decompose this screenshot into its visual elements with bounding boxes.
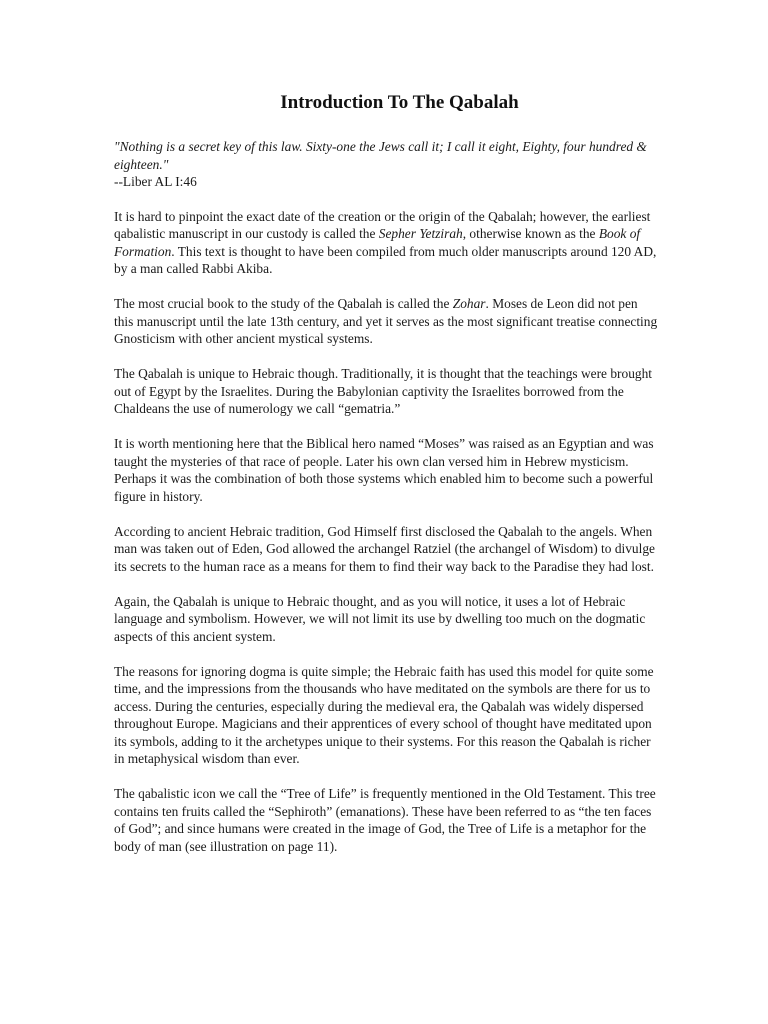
page-title: Introduction To The Qabalah xyxy=(280,92,519,113)
document-body xyxy=(114,90,659,873)
paragraph-zohar xyxy=(114,295,659,348)
book-title-book-of-formation: Book of Formation xyxy=(114,226,641,259)
paragraph-text: . Moses de Leon did not pen this manuscript until the late 13th century, and yet it serves as the most significant treatise connecting Gnosticism with other ancient mystical systems. xyxy=(114,296,658,346)
epigraph xyxy=(114,138,659,191)
paragraph-symbolism: Again, the Qabalah is unique to Hebraic thought, and as you will notice, it uses a lot of Hebraic language and symbolism. However, we will not limit its use by dwelling too much on the dogmatic aspects of this ancient system. xyxy=(114,593,646,644)
paragraph-text: . This text is thought to have been compiled from much older manuscripts around 120 AD, by a man called Rabbi Akiba. xyxy=(114,243,657,276)
epigraph-attribution: --Liber AL I:46 xyxy=(114,174,197,189)
paragraph-text: , otherwise known as the xyxy=(462,226,599,241)
paragraph-hebraic-origin: The Qabalah is unique to Hebraic though. Traditionally, it is thought that the teachings were brought out of Egypt by the Israelites. During the Babylonian captivity the Israelites borrowed from the Chaldeans the use of numerology we call “gematria.” xyxy=(114,366,652,416)
paragraph-dogma: The reasons for ignoring dogma is quite simple; the Hebraic faith has used this model for quite some time, and the impressions from the thousands who have meditated on the symbols are there for us to access. During the centuries, especially during the medieval era, the Qabalah was widely dispersed throughout Europe. Magicians and their apprentices of every school of thought have meditated upon its symbols, adding to it the archetypes unique to their systems. For this reason the Qabalah is richer in metaphysical wisdom than ever. xyxy=(114,663,654,766)
paragraph-text: The most crucial book to the study of the Qabalah is called the xyxy=(114,296,453,311)
book-title-zohar: Zohar xyxy=(452,296,486,311)
paragraph-moses: It is worth mentioning here that the Biblical hero named “Moses” was raised as an Egyptian and was taught the mysteries of that race of people. Later his own clan versed him in Hebrew mysticism. Perhaps it was the combination of both those systems which enabled him to become such a powerful figure in history. xyxy=(114,436,654,504)
book-title-sepher-yetzirah: Sepher Yetzirah xyxy=(378,226,463,241)
paragraph-origin xyxy=(114,208,659,278)
paragraph-tradition: According to ancient Hebraic tradition, God Himself first disclosed the Qabalah to the angels. When man was taken out of Eden, God allowed the archangel Ratziel (the archangel of Wisdom) to divulge its secrets to the human race as a means for them to find their way back to the Paradise they had lost. xyxy=(114,523,655,574)
paragraph-tree-of-life: The qabalistic icon we call the “Tree of Life” is frequently mentioned in the Old Testament. This tree contains ten fruits called the “Sephiroth” (emanations). These have been referred to as “the ten faces of God”; and since humans were created in the image of God, the Tree of Life is a metaphor for the body of man (see illustration on page 11). xyxy=(114,786,656,854)
epigraph-quote: "Nothing is a secret key of this law. Sixty-one the Jews call it; I call it eight, Eighty, four hundred & eighteen." xyxy=(114,139,647,172)
paragraph-text: It is hard to pinpoint the exact date of the creation or the origin of the Qabalah; however, the earliest qabalistic manuscript in our custody is called the xyxy=(114,208,651,241)
